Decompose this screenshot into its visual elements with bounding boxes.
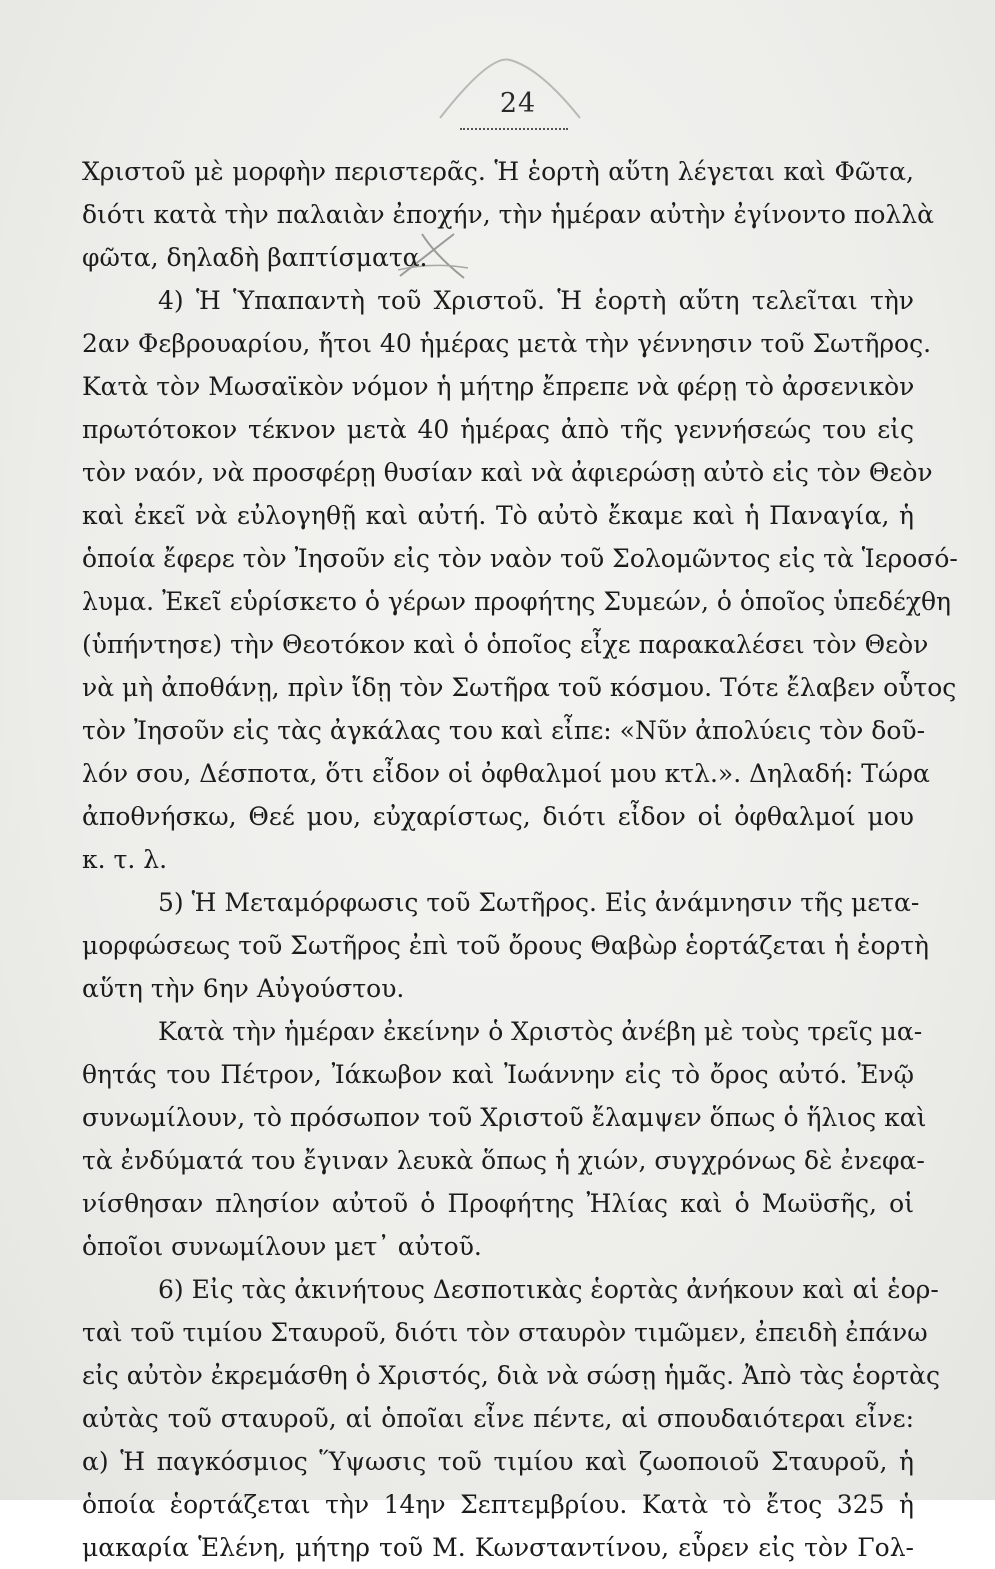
text-line: αὐτὰς τοῦ σταυροῦ, αἱ ὁποῖαι εἶνε πέντε, αἱ σπουδαιότεραι εἶνε: <box>82 1404 914 1433</box>
text-line: καὶ ἐκεῖ νὰ εὐλογηθῇ καὶ αὐτή. Τὸ αὐτὸ ἔκαμε καὶ ἡ Παναγία, ἡ <box>82 501 914 530</box>
text-line: Χριστοῦ μὲ μορφὴν περιστερᾶς. Ἡ ἑορτὴ αὕτη λέγεται καὶ Φῶτα, <box>82 157 914 186</box>
text-line: τὸν ναόν, νὰ προσφέρῃ θυσίαν καὶ νὰ ἀφιερώσῃ αὐτὸ εἰς τὸν Θεὸν <box>82 458 933 487</box>
text-line: πρωτότοκον τέκνον μετὰ 40 ἡμέρας ἀπὸ τῆς γεννήσεώς του εἰς <box>82 415 914 444</box>
text-line: ὁποία ἔφερε τὸν Ἰησοῦν εἰς τὸν ναὸν τοῦ Σολομῶντος εἰς τὰ Ἱεροσό- <box>82 544 958 573</box>
text-line: (ὑπήντησε) τὴν Θεοτόκον καὶ ὁ ὁποῖος εἶχε παρακαλέσει τὸν Θεὸν <box>82 630 929 659</box>
text-line: εἰς αὐτὸν ἐκρεμάσθη ὁ Χριστός, διὰ νὰ σώσῃ ἡμᾶς. Ἀπὸ τὰς ἑορτὰς <box>82 1361 940 1390</box>
text-line: νὰ μὴ ἀποθάνῃ, πρὶν ἴδῃ τὸν Σωτῆρα τοῦ κόσμου. Τότε ἔλαβεν οὗτος <box>82 673 957 702</box>
text-line: αὕτη τὴν 6ην Αὐγούστου. <box>82 974 405 1003</box>
text-line: 4) Ἡ Ὑπαπαντὴ τοῦ Χριστοῦ. Ἡ ἑορτὴ αὕτη τελεῖται τὴν <box>158 286 914 315</box>
page-number-rule <box>460 128 568 130</box>
body-text <box>82 150 958 1569</box>
text-line: 6) Εἰς τὰς ἀκινήτους Δεσποτικὰς ἑορτὰς ἀνήκουν καὶ αἱ ἑορ- <box>158 1275 939 1304</box>
text-line: κ. τ. λ. <box>82 845 168 874</box>
text-line: συνωμίλουν, τὸ πρόσωπον τοῦ Χριστοῦ ἔλαμψεν ὅπως ὁ ἥλιος καὶ <box>82 1103 927 1132</box>
text-line: τὰ ἐνδύματά του ἔγιναν λευκὰ ὅπως ἡ χιών, συγχρόνως δὲ ἐνεφα- <box>82 1146 925 1175</box>
text-line: νίσθησαν πλησίον αὐτοῦ ὁ Προφήτης Ἠλίας καὶ ὁ Μωϋσῆς, οἱ <box>82 1189 914 1218</box>
text-line: ἀποθνήσκω, Θεέ μου, εὐχαρίστως, διότι εἶδον οἱ ὀφθαλμοί μου <box>82 802 914 831</box>
text-line: τὸν Ἰησοῦν εἰς τὰς ἀγκάλας του καὶ εἶπε: «Νῦν ἀπολύεις τὸν δοῦ- <box>82 716 926 745</box>
text-line: διότι κατὰ τὴν παλαιὰν ἐποχήν, τὴν ἡμέραν αὐτὴν ἐγίνοντο πολλὰ <box>82 200 934 229</box>
text-line: μακαρία Ἑλένη, μήτηρ τοῦ Μ. Κωνσταντίνου, εὗρεν εἰς τὸν Γολ- <box>82 1533 914 1562</box>
text-line: φῶτα, δηλαδὴ βαπτίσματα. <box>82 243 428 272</box>
text-line: μορφώσεως τοῦ Σωτῆρος ἐπὶ τοῦ ὄρους Θαβὼρ ἑορτάζεται ἡ ἑορτὴ <box>82 931 929 960</box>
text-line: ὁποία ἑορτάζεται τὴν 14ην Σεπτεμβρίου. Κατὰ τὸ ἔτος 325 ἡ <box>82 1490 914 1519</box>
text-line: λόν σου, Δέσποτα, ὅτι εἶδον οἱ ὀφθαλμοί μου κτλ.». Δηλαδή: Τώρα <box>82 759 930 788</box>
text-line: ὁποῖοι συνωμίλουν μετ᾽ αὐτοῦ. <box>82 1232 482 1261</box>
text-line: 5) Ἡ Μεταμόρφωσις τοῦ Σωτῆρος. Εἰς ἀνάμνησιν τῆς μετα- <box>158 888 920 917</box>
text-line: λυμα. Ἐκεῖ εὑρίσκετο ὁ γέρων προφήτης Συμεών, ὁ ὁποῖος ὑπεδέχθη <box>82 587 952 616</box>
text-line: ταὶ τοῦ τιμίου Σταυροῦ, διότι τὸν σταυρὸν τιμῶμεν, ἐπειδὴ ἐπάνω <box>82 1318 928 1347</box>
text-line: Κατὰ τὴν ἡμέραν ἐκείνην ὁ Χριστὸς ἀνέβη μὲ τοὺς τρεῖς μα- <box>158 1017 923 1046</box>
text-line: 2αν Φεβρουαρίου, ἤτοι 40 ἡμέρας μετὰ τὴν γέννησιν τοῦ Σωτῆρος. <box>82 329 932 358</box>
text-line: α) Ἡ παγκόσμιος Ὕψωσις τοῦ τιμίου καὶ ζωοποιοῦ Σταυροῦ, ἡ <box>82 1447 914 1476</box>
page-number: 24 <box>499 88 537 119</box>
text-line: Κατὰ τὸν Μωσαϊκὸν νόμον ἡ μήτηρ ἔπρεπε νὰ φέρῃ τὸ ἀρσενικὸν <box>82 372 915 401</box>
text-line: θητάς του Πέτρον, Ἰάκωβον καὶ Ἰωάννην εἰς τὸ ὄρος αὐτό. Ἐνῷ <box>82 1060 914 1089</box>
